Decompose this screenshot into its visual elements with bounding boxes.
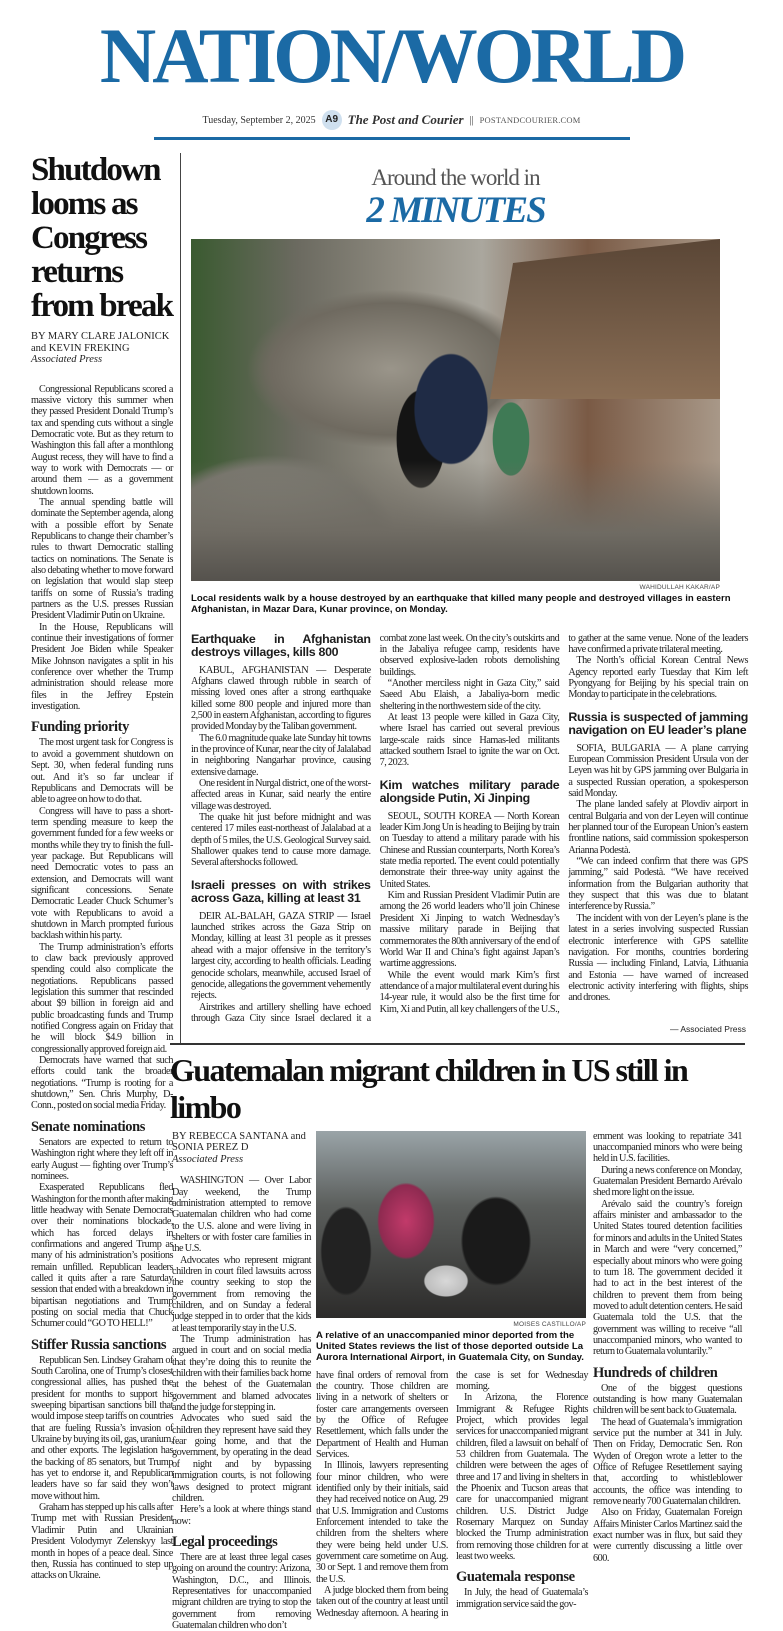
guatemala-headline: Guatemalan migrant children in US still in limbo (170, 1051, 688, 1125)
website-link[interactable]: POSTANDCOURIER.COM (479, 115, 581, 125)
page-number-badge: A9 (322, 110, 342, 130)
briefs-signoff: — Associated Press (669, 1024, 746, 1035)
lead-headline: Shutdown looms as Congress returns from break (31, 152, 173, 324)
photo-credit: WAHIDULLAH KAKAR/AP (639, 584, 720, 591)
paragraph: A judge blocked them from being taken out of the country at least until Wednesday afternoon. A hearing in the case is set for Wednesday morning. (316, 1369, 588, 1619)
guatemala-body-middle (316, 1370, 588, 1620)
earthquake-photo (191, 239, 720, 581)
subheading: Hundreds of children (593, 1364, 718, 1381)
byline-authors: BY REBECCA SANTANA and SONIA PEREZ D (172, 1130, 306, 1154)
paragraph: WASHINGTON — Over Labor Day weekend, the Trump administration attempted to remove Guatemalan children who had come to the U.S. alone and were living in shelters or with foster care families in the U.S. (172, 1175, 311, 1255)
right-content (170, 153, 760, 1631)
paragraph: The most urgent task for Congress is to avoid a government shutdown on Sept. 30, when federal funding runs out. And it’s so far unclear if Republicans and Democrats will be able to agree on how to do that. (31, 737, 173, 806)
paragraph: The quake hit just before midnight and was centered 17 miles east-northeast of Jalalabad at a depth of 5 miles, the U.S. Geological Survey said. Shallower quakes tend to cause more damage. Several aftershocks followed. (191, 812, 371, 869)
paragraph: The incident with von der Leyen’s plane is the latest in a series involving suspected Russian electronic interference with GPS satellite navigation. For months, countries bordering Russia — including Finland, Latvia, Lithuania and Estonia — have warned of increased electronic activity interfering with flights, ships and drones. (568, 912, 748, 1004)
guatemala-photo (316, 1131, 586, 1318)
paragraph: Airstrikes and artillery shelling have echoed through Gaza City since Israel declared it a combat zone last week. On the city’s outskirts and in the Jabaliya refugee camp, residents have observed explosive-laden robots demolishing buildings. (191, 632, 560, 1024)
guatemala-body-col4 (593, 1131, 742, 1631)
around-world-title: 2 MINUTES (366, 190, 545, 231)
paragraph: Congressional Republicans scored a massive victory this summer when they passed President Donald Trump’s tax and spending cuts without a single Democratic vote. But as they return to Washington this fall after a monthlong August recess, they will have to find a way to work with Democrats — or around them — as a government shutdown looms. (31, 383, 173, 497)
guatemala-col1 (172, 1131, 311, 1631)
paragraph: Congress will have to pass a short-term spending measure to keep the government funded for a few weeks or months while they try to finish the full-year package. But Republicans will need Democratic votes to pass an extension, and Democrats will want significant concessions. Senate Democratic Leader Chuck Schumer’s vote with Republicans to avoid a shutdown in March prompted furious backlash within his party. (31, 805, 173, 942)
paragraph: There are at least three legal cases going on around the country: Arizona, Washington, D.C., and Illinois. Representatives for unaccompanied migrant children are trying to stop the government from removing Guatemalan children who don’t (172, 1551, 311, 1631)
paragraph: Exasperated Republicans fled Washington for the month after making little headway with Senate Democrats over their nominations blockade, which has forced delays in confirmations and angered Trump as many of his administration’s positions remain unfilled. Republican leaders called it quits after a rare Saturday session that ended with a breakdown in bipartisan negotiations and Trump posting on social media that Chuck Schumer could “GO TO HELL!” (31, 1182, 173, 1330)
page-body (0, 140, 783, 1631)
paragraph: KABUL, AFGHANISTAN — Desperate Afghans clawed through rubble in search of missing loved ones after a strong earthquake killed some 800 people and injured more than 2,500 in eastern Afghanistan, according to figures provided Monday by the Taliban government. (191, 664, 371, 733)
subheading: Stiffer Russia sanctions (31, 1336, 167, 1353)
lead-story-body (31, 384, 173, 1582)
brief-headline: Kim watches military parade alongside Putin, Xi Jinping (379, 777, 560, 806)
paragraph: Arévalo said the country’s foreign affairs minister and ambassador to the United States toured detention facilities for minors and adults in the United States in March and were “very concerned,” especially about minors who were going to turn 18. The government decided it had to act in the best interest of the children to prevent them from being moved to adult detention centers. He said Guatemala told the U.S. that the government was willing to receive “all unaccompanied minors, who wanted to return to Guatemala voluntarily.” (593, 1198, 742, 1358)
paragraph: While the event would mark Kim’s first attendance of a major multilateral event during his 14-year rule, it would also be the first time for Kim, Xi and Putin, all key challengers of the U.S., to gather at the same venue. None of the leaders have confirmed a private trilateral meeting. (379, 632, 748, 1015)
guatemala-story (172, 1131, 760, 1631)
subheading: Guatemala response (456, 1569, 575, 1586)
paragraph: The 6.0 magnitude quake late Sunday hit towns in the province of Kunar, near the city of Jalalabad in neighboring Nangarhar province, causing extensive damage. (191, 732, 371, 778)
paragraph: ernment was looking to repatriate 341 unaccompanied minors who were being held in U.S. facilities. (593, 1130, 742, 1165)
paragraph: In July, the head of Guatemala’s immigration service said the gov- (456, 1587, 588, 1610)
newspaper-name: The Post and Courier (347, 112, 464, 127)
around-world-section (180, 153, 760, 1043)
news-briefs (191, 633, 748, 1025)
paragraph: Graham has stepped up his calls after Trump met with Russian President Vladimir Putin and Ukrainian President Volodymyr Zelenskyy last month in hopes of a peace deal. Since then, Russia has continued to step up attacks on Ukraine. (31, 1502, 173, 1582)
paragraph: SOFIA, BULGARIA — A plane carrying European Commission President Ursula von der Leyen was hit by GPS jamming over Bulgaria in a suspected Russian operation, a spokesperson said Monday. (568, 742, 748, 800)
photo-credit: MOISES CASTILLO/AP (513, 1320, 586, 1328)
paragraph: The annual spending battle will dominate the September agenda, along with a possible effort by Senate Republicans to change their chamber’s rules to thwart Democratic stalling tactics on nominations. The Senate is also debating whether to move forward on legislation that would slap steep tariffs on some of Russia’s trading partners as the U.S. presses Russian President Vladimir Putin on Ukraine. (31, 496, 173, 622)
subheading: Funding priority (31, 719, 129, 736)
paragraph: In Arizona, the Florence Immigrant & Refugee Rights Project, which provides legal services for unaccompanied migrant children, filed a lawsuit on behalf of 53 children from Guatemala. The children were between the ages of three and 17 and living in shelters in the Phoenix and Tucson areas that care for unaccompanied migrant children. U.S. District Judge Rosemary Marquez on Sunday blocked the Trump administration from removing those children for at least two weeks. (456, 1392, 588, 1563)
issue-date: Tuesday, September 2, 2025 (202, 114, 316, 126)
photo-caption: A relative of an unaccompanied minor deported from the United States reviews the list of those deported outside La Aurora International Airport, in Guatemala City, on Sunday. (316, 1329, 584, 1364)
guatemala-middle (316, 1131, 588, 1631)
guatemala-byline (172, 1131, 311, 1166)
section-masthead: NATION/WORLD (99, 12, 684, 99)
paragraph: DEIR AL-BALAH, GAZA STRIP — Israel launched strikes across the Gaza Strip on Monday, killing at least 31 people as it presses ahead with a major offensive in the territory’s largest city, according to health officials. Leading genocide scholars, meanwhile, accused Israel of genocide, allegations the government vehemently rejects. (191, 910, 371, 1002)
lead-byline (31, 331, 176, 366)
separator: || (469, 114, 474, 126)
guatemala-body-col1 (172, 1175, 311, 1631)
paragraph: Advocates who sued said the children they represent have said they fear going home, and that the government, by operating in the dead of night and by bypassing immigration courts, is not following laws designed to protect migrant children. (172, 1413, 311, 1504)
paragraph: The head of Guatemala’s immigration service put the number at 341 in July. Then on Friday, Democratic Sen. Ron Wyden of Oregon wrote a letter to the Office of Refugee Resettlement saying that, according to whistleblower accounts, the office was intending to remove nearly 700 Guatemalan children. (593, 1416, 742, 1508)
paragraph: Senators are expected to return to Washington right where they left off in early August — fighting over Trump’s nominees. (31, 1136, 173, 1182)
paragraph: One of the biggest questions outstanding is how many Guatemalan children will be sent back to Guatemala. (593, 1382, 742, 1417)
paragraph: The Trump administration has argued in court and on social media that they’re doing this to reunite the children with their families back home at the behest of the Guatemalan government and blamed advocates and the judge for stepping in. (172, 1334, 311, 1414)
paragraph: One resident in Nurgal district, one of the worst-affected areas in Kunar, said nearly the entire village was destroyed. (191, 778, 371, 812)
byline-authors: BY MARY CLARE JALONICK and KEVIN FREKING (31, 331, 170, 354)
paragraph: Kim and Russian President Vladimir Putin are among the 26 world leaders who’ll join Chinese President Xi Jinping to watch Wednesday’s massive military parade in Beijing that commemorates the 80th anniversary of the end of World War II and China’s fight against Japan’s wartime aggressions. (379, 890, 560, 970)
paragraph: In Illinois, lawyers representing four minor children, who were identified only by their initials, said they had received notice on Aug. 29 that U.S. Immigration and Customs Enforcement intended to take the children from the shelters where they were being held under U.S. government care sometime on Aug. 30 or Sept. 1 and remove them from the U.S. (316, 1460, 448, 1585)
paragraph: SEOUL, SOUTH KOREA — North Korean leader Kim Jong Un is heading to Beijing by train on Tuesday to attend a military parade with his Chinese and Russian counterparts, North Korea’s state media reported. The event could potentially demonstrate their three-way unity against the United States. (379, 810, 560, 890)
paragraph: The Trump administration’s efforts to claw back previously approved spending could also complicate the negotiations. Republicans passed legislation this summer that rescinded about $9 billion in foreign aid and public broadcasting funds and Trump notified Congress again on Friday that he will block $4.9 billion in congressionally approved foreign aid. (31, 941, 173, 1055)
paragraph: At least 13 people were killed in Gaza City, where Israel has carried out several previous large-scale raids since Hamas-led militants attacked southern Israel to ignite the war on Oct. 7, 2023. (379, 712, 560, 769)
dateline (0, 110, 783, 130)
paragraph: The North’s official Korean Central News Agency reported early Tuesday that Kim left Pyongyang for Beijing by his special train on Monday to participate in the celebrations. (568, 655, 748, 701)
paragraph: During a news conference on Monday, Guatemalan President Bernardo Arévalo shed more light on the issue. (593, 1164, 742, 1199)
byline-agency: Associated Press (172, 1153, 244, 1165)
news-brief (191, 633, 371, 869)
paragraph: Republican Sen. Lindsey Graham of South Carolina, one of Trump’s closest congressional allies, has pushed the president for months to support his sweeping bipartisan sanctions bill that would impose steep tariffs on countries that are fueling Russia’s invasion of Ukraine by buying its oil, gas, uranium, and other exports. The legislation has the backing of 85 senators, but Trump has yet to endorse it, and Republican leaders have so far said they won’t move without him. (31, 1354, 173, 1502)
lead-story (31, 153, 176, 1631)
brief-headline: Israeli presses on with strikes across Gaza, killing at least 31 (191, 877, 371, 906)
brief-headline: Earthquake in Afghanistan destroys villages, kills 800 (191, 631, 371, 660)
paragraph: Advocates who represent migrant children in court filed lawsuits across the country seeking to stop the government from removing the children, and on Sunday a federal judge stepped in to order that the kids at least temporarily stay in the U.S. (172, 1254, 311, 1334)
paragraph: Democrats have warned that such efforts could tank the broader negotiations. “Trump is rooting for a shutdown,” Sen. Chris Murphy, D-Conn., posted on social media Friday. (31, 1055, 173, 1112)
paragraph: Here’s a look at where things stand now: (172, 1504, 311, 1527)
photo-caption: Local residents walk by a house destroyed by an earthquake that killed many people and destroyed villages in eastern Afghanistan, in Mazar Dara, Kunar province, on Monday. (191, 593, 731, 616)
byline-agency: Associated Press (31, 354, 103, 365)
paragraph: “We can indeed confirm that there was GPS jamming,” said Podestà. “We have received information from the Bulgarian authority that they suspect that this was due to blatant interference by Russia.” (568, 856, 748, 913)
paragraph: have final orders of removal from the country. Those children are living in a network of shelters or foster care arrangements overseen by the Office of Refugee Resettlement, which falls under the Department of Health and Human Services. (316, 1369, 448, 1461)
around-world-kicker: Around the world in (371, 165, 540, 190)
paragraph: Also on Friday, Guatemalan Foreign Affairs Minister Carlos Martinez said the exact number was in flux, but said they were currently discussing a little over 600. (593, 1507, 742, 1564)
paragraph: In the House, Republicans will continue their investigations of former President Joe Biden while Speaker Mike Johnson navigates a split in his conference over whether the Trump administration should release more files in the Jeffrey Epstein investigation. (31, 621, 173, 713)
subheading: Senate nominations (31, 1118, 146, 1135)
paragraph: The plane landed safely at Plovdiv airport in central Bulgaria and von der Leyen will continue her planned tour of the European Union’s eastern frontline nations, said commission spokesperson Arianna Podestà. (568, 799, 748, 856)
paragraph: “Another merciless night in Gaza City,” said Saeed Abu Elaish, a Jabaliya-born medic sheltering in the northwestern side of the city. (379, 677, 560, 712)
news-brief (568, 711, 748, 1004)
brief-headline: Russia is suspected of jamming navigation on EU leader’s plane (568, 709, 748, 738)
subheading: Legal proceedings (172, 1533, 278, 1550)
